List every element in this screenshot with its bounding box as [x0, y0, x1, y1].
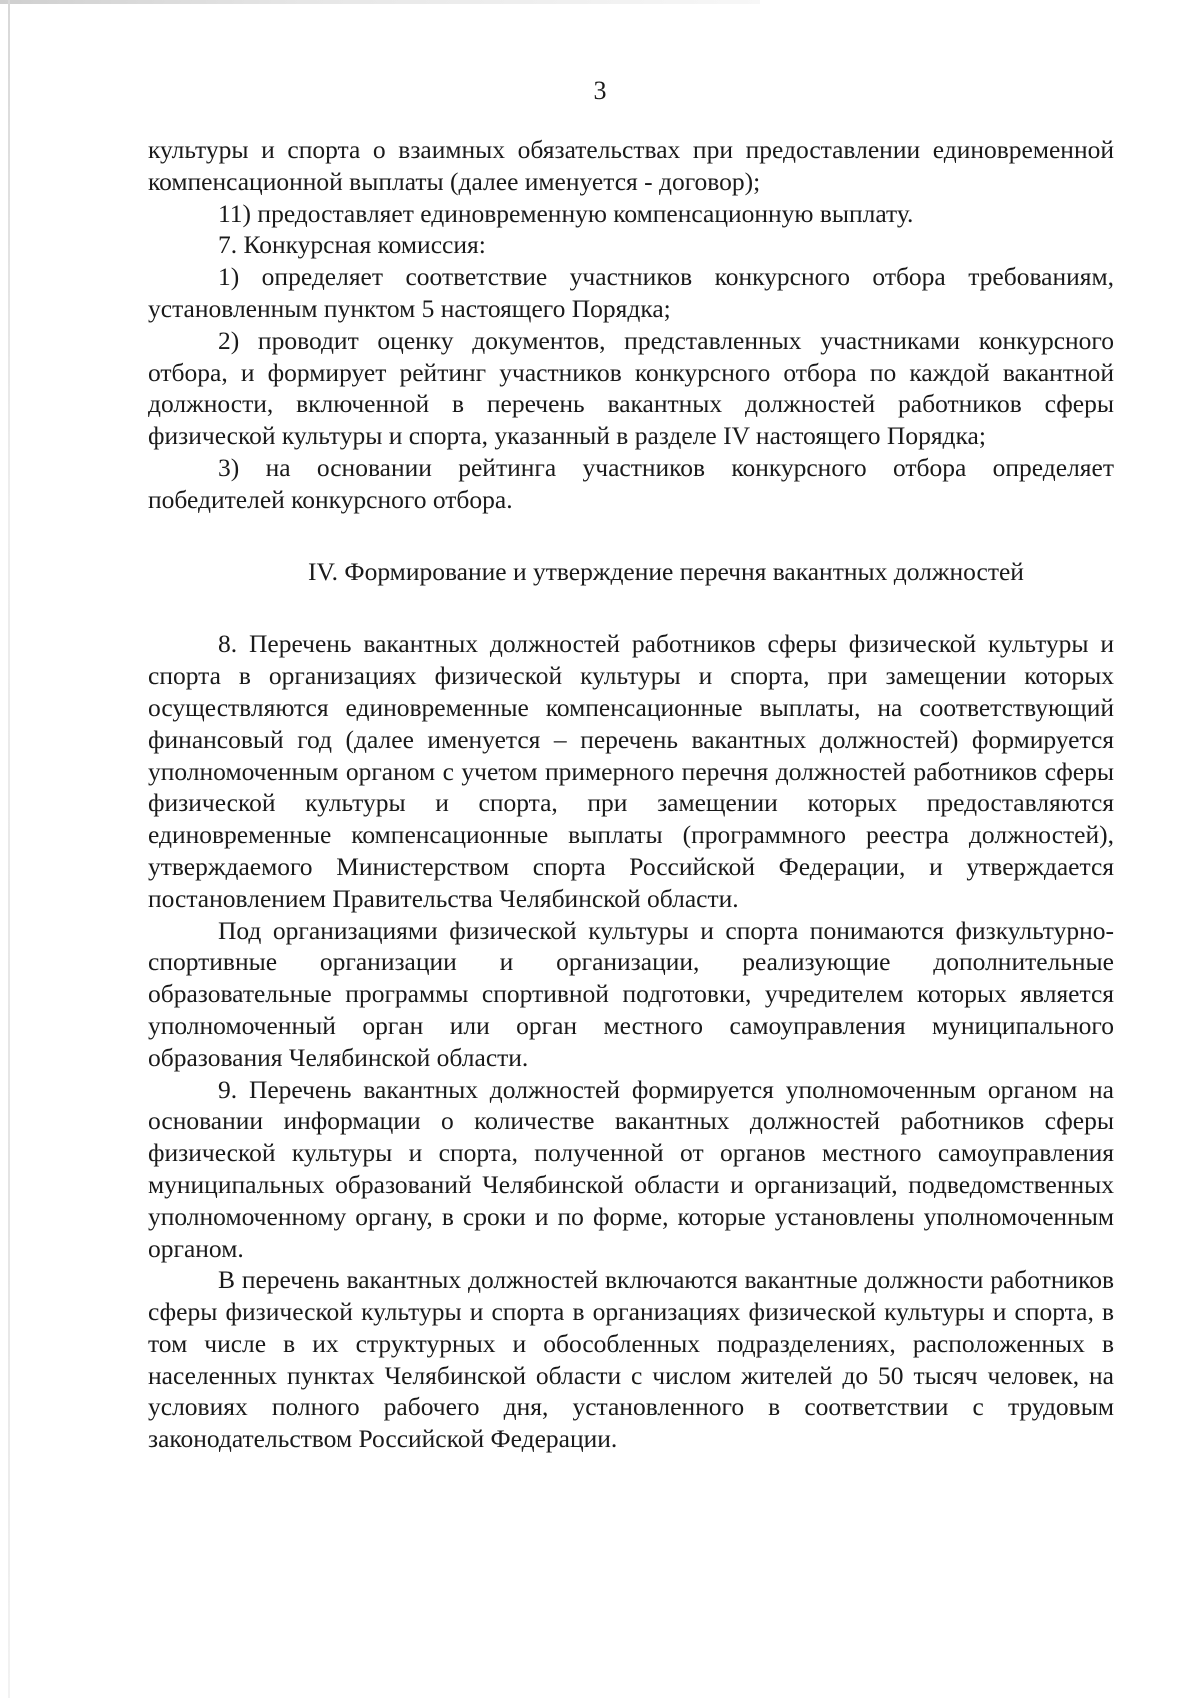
- paragraph: 1) определяет соответствие участников конкурсного отбора требованиям, установленным пунктом 5 настоящего Порядка;: [148, 262, 1114, 323]
- paragraph: культуры и спорта о взаимных обязательствах при предоставлении единовременной компенсационной выплаты (далее именуется - договор);: [148, 135, 1114, 196]
- paragraph: В перечень вакантных должностей включаются вакантные должности работников сферы физической культуры и спорта в организациях физической культуры и спорта, в том числе в их структурных и обособленных подразделениях, расположенных в населенных пунктах Челябинской области с числом жителей до 50 тысяч человек, на условиях полного рабочего дня, установленного в соответствии с трудовым законодательством Российской Федерации.: [148, 1265, 1114, 1454]
- paragraph: 11) предоставляет единовременную компенсационную выплату.: [218, 198, 914, 228]
- scan-edge-top: [0, 0, 760, 4]
- paragraph: 7. Конкурсная комиссия:: [218, 230, 486, 260]
- paragraph: 9. Перечень вакантных должностей формируется уполномоченным органом на основании информации о количестве вакантных должностей работников сферы физической культуры и спорта, полученной от органов местного самоуправления муниципальных образований Челябинской области и организаций, подведомственных уполномоченному органу, в сроки и по форме, которые установлены уполномоченным органом.: [148, 1074, 1114, 1263]
- document-body: [148, 134, 1114, 1455]
- scan-edge-left: [8, 0, 10, 1698]
- paragraph: 8. Перечень вакантных должностей работников сферы физической культуры и спорта в организациях физической культуры и спорта, при замещении которых осуществляются единовременные компенсационные выплаты, на соответствующий финансовый год (далее именуется – перечень вакантных должностей) формируется уполномоченным органом с учетом примерного перечня должностей работников сферы физической культуры и спорта, при замещении которых предоставляются единовременные компенсационные выплаты (программного реестра должностей), утверждаемого Министерством спорта Российской Федерации, и утверждается постановлением Правительства Челябинской области.: [148, 629, 1114, 913]
- paragraph: 3) на основании рейтинга участников конкурсного отбора определяет победителей конкурсного отбора.: [148, 452, 1114, 514]
- paragraph: Под организациями физической культуры и спорта понимаются физкультурно-спортивные организации и организации, реализующие дополнительные образовательные программы спортивной подготовки, учредителем которых является уполномоченный орган или орган местного самоуправления муниципального образования Челябинской области.: [148, 915, 1114, 1072]
- section-heading: IV. Формирование и утверждение перечня вакантных должностей: [308, 556, 1024, 586]
- page-number: 3: [593, 76, 607, 105]
- paragraph: 2) проводит оценку документов, представленных участниками конкурсного отбора, и формирует рейтинг участников конкурсного отбора по каждой вакантной должности, включенной в перечень вакантных должностей работников сферы физической культуры и спорта, указанный в разделе IV настоящего Порядка;: [148, 325, 1114, 451]
